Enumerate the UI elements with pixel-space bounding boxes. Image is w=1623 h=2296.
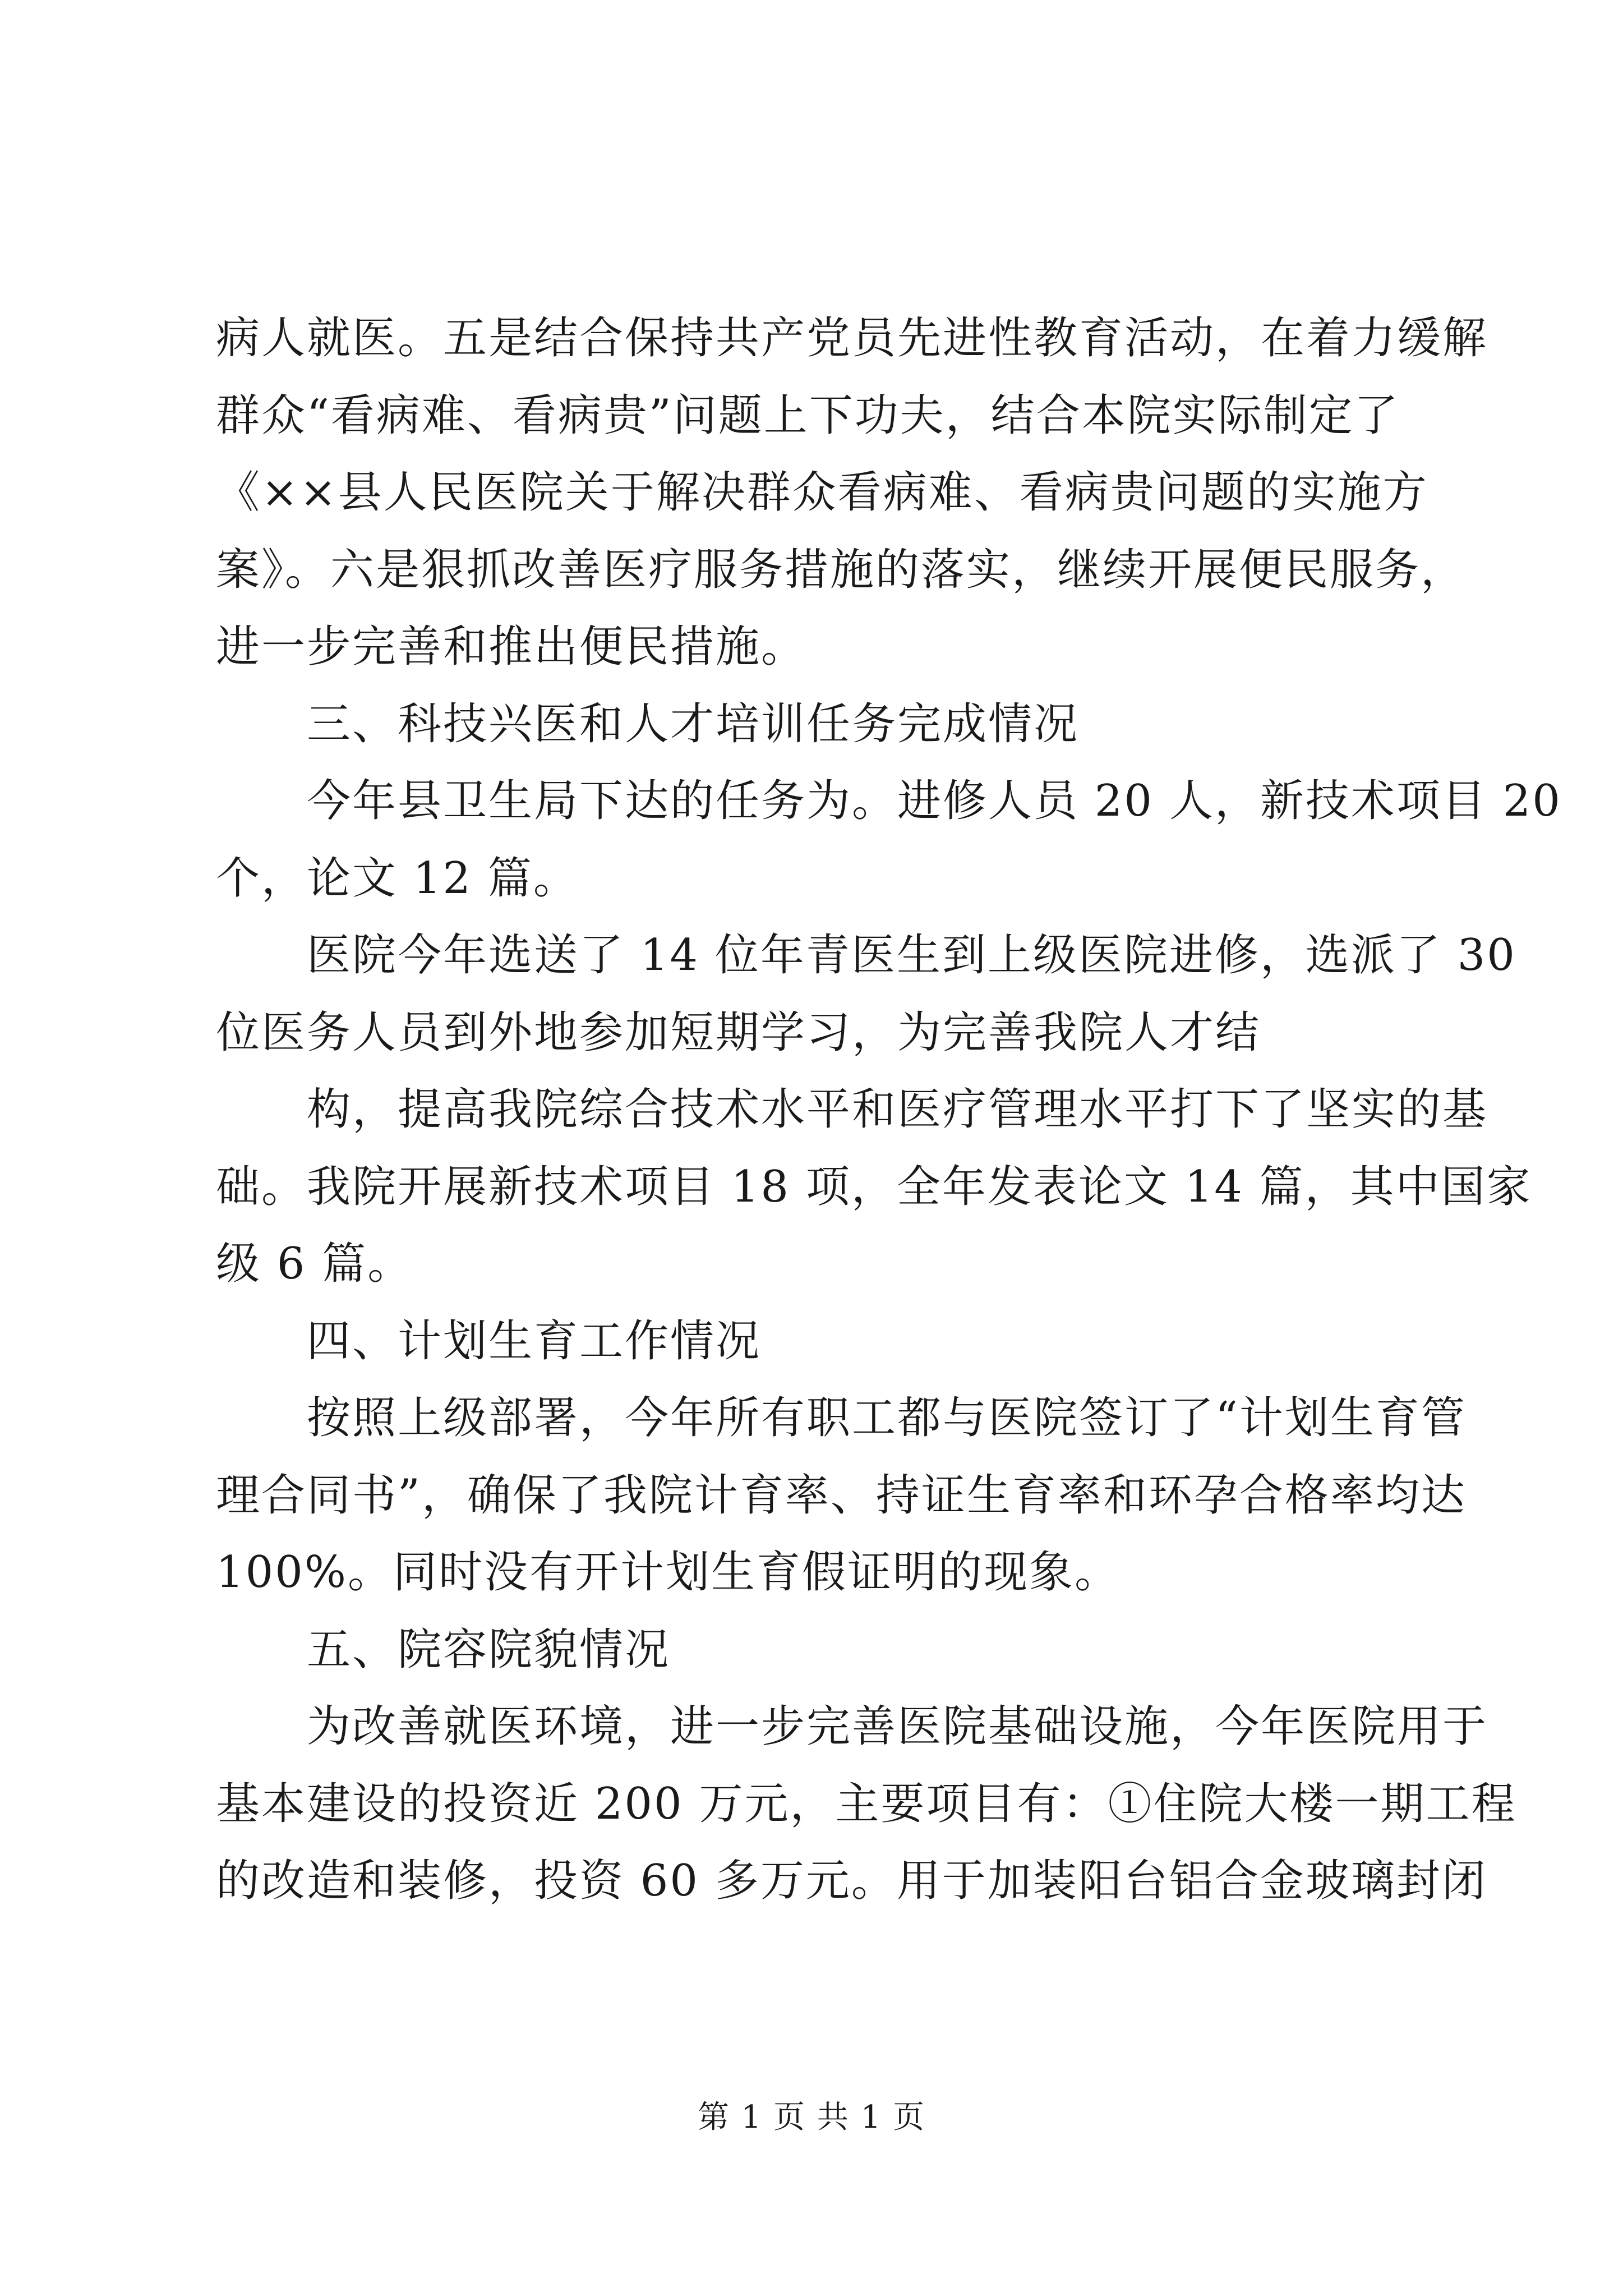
paragraph-start: 为改善就医环境，进一步完善医院基础设施，今年医院用于 xyxy=(307,1701,1488,1752)
section-heading: 四、计划生育工作情况 xyxy=(307,1315,762,1366)
paragraph-start: 构，提高我院综合技术水平和医疗管理水平打下了坚实的基 xyxy=(307,1084,1488,1135)
section-heading: 五、院容院貌情况 xyxy=(307,1624,671,1675)
body-line: 的改造和装修，投资 60 多万元。用于加装阳台铝合金玻璃封闭 xyxy=(216,1856,1487,1906)
body-line: 个，论文 12 篇。 xyxy=(216,853,579,904)
body-line: 《××县人民医院关于解决群众看病难、看病贵问题的实施方 xyxy=(216,467,1428,518)
body-line: 基本建设的投资近 200 万元，主要项目有：①住院大楼一期工程 xyxy=(216,1778,1517,1829)
body-line: 级 6 篇。 xyxy=(216,1239,413,1289)
body-line: 群众“看病难、看病贵”问题上下功夫，结合本院实际制定了 xyxy=(216,390,1400,441)
body-line: 案》。六是狠抓改善医疗服务措施的落实，继续开展便民服务， xyxy=(216,544,1467,595)
body-line: 进一步完善和推出便民措施。 xyxy=(216,622,807,672)
paragraph-start: 医院今年选送了 14 位年青医生到上级医院进修，选派了 30 xyxy=(307,930,1516,981)
section-heading: 三、科技兴医和人才培训任务完成情况 xyxy=(307,698,1080,749)
body-line: 病人就医。五是结合保持共产党员先进性教育活动，在着力缓解 xyxy=(216,313,1488,364)
body-line: 100%。同时没有开计划生育假证明的现象。 xyxy=(216,1547,1120,1598)
paragraph-start: 今年县卫生局下达的任务为。进修人员 20 人，新技术项目 20 xyxy=(307,776,1562,826)
paragraph-start: 按照上级部署，今年所有职工都与医院签订了“计划生育管 xyxy=(307,1393,1467,1443)
document-body xyxy=(216,300,1562,1920)
page-footer: 第 1 页 共 1 页 xyxy=(697,2099,926,2136)
body-line: 理合同书”，确保了我院计育率、持证生育率和环孕合格率均达 xyxy=(216,1470,1467,1521)
body-line: 础。我院开展新技术项目 18 项，全年发表论文 14 篇，其中国家 xyxy=(216,1161,1532,1212)
body-line: 位医务人员到外地参加短期学习，为完善我院人才结 xyxy=(216,1007,1261,1058)
